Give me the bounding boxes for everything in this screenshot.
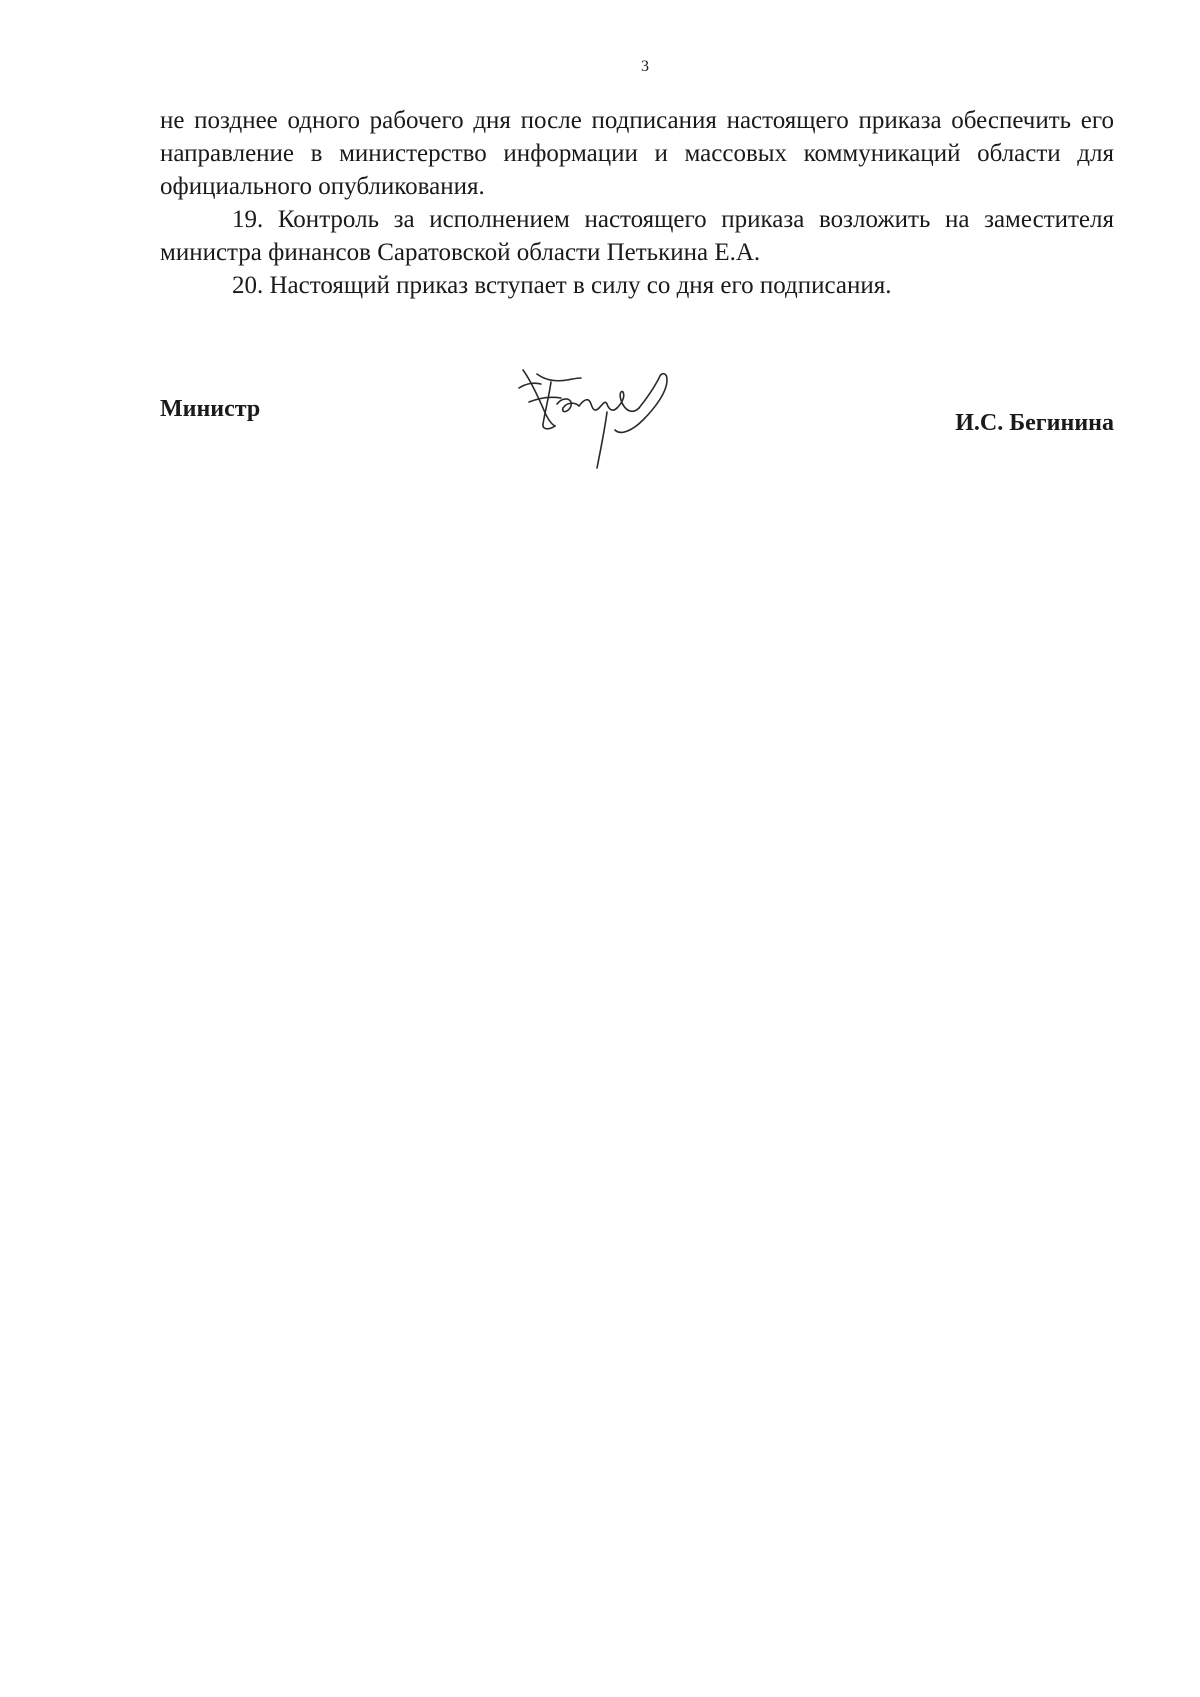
signature-block <box>160 370 1114 480</box>
paragraph-continued: не позднее одного рабочего дня после подписания настоящего приказа обеспечить его направление в министерство информации и массовых коммуникаций области для официального опубликования. <box>160 107 1114 200</box>
handwritten-signature-icon <box>515 368 695 478</box>
signer-name: И.С. Бегинина <box>955 410 1114 436</box>
page-number: 3 <box>641 58 649 75</box>
paragraph-19: 19. Контроль за исполнением настоящего приказа возложить на заместителя министра финансов Саратовской области Петькина Е.А. <box>160 206 1114 266</box>
paragraph-20: 20. Настоящий приказ вступает в силу со дня его подписания. <box>232 272 892 299</box>
signer-position: Министр <box>160 396 261 422</box>
document-body <box>160 104 1114 302</box>
